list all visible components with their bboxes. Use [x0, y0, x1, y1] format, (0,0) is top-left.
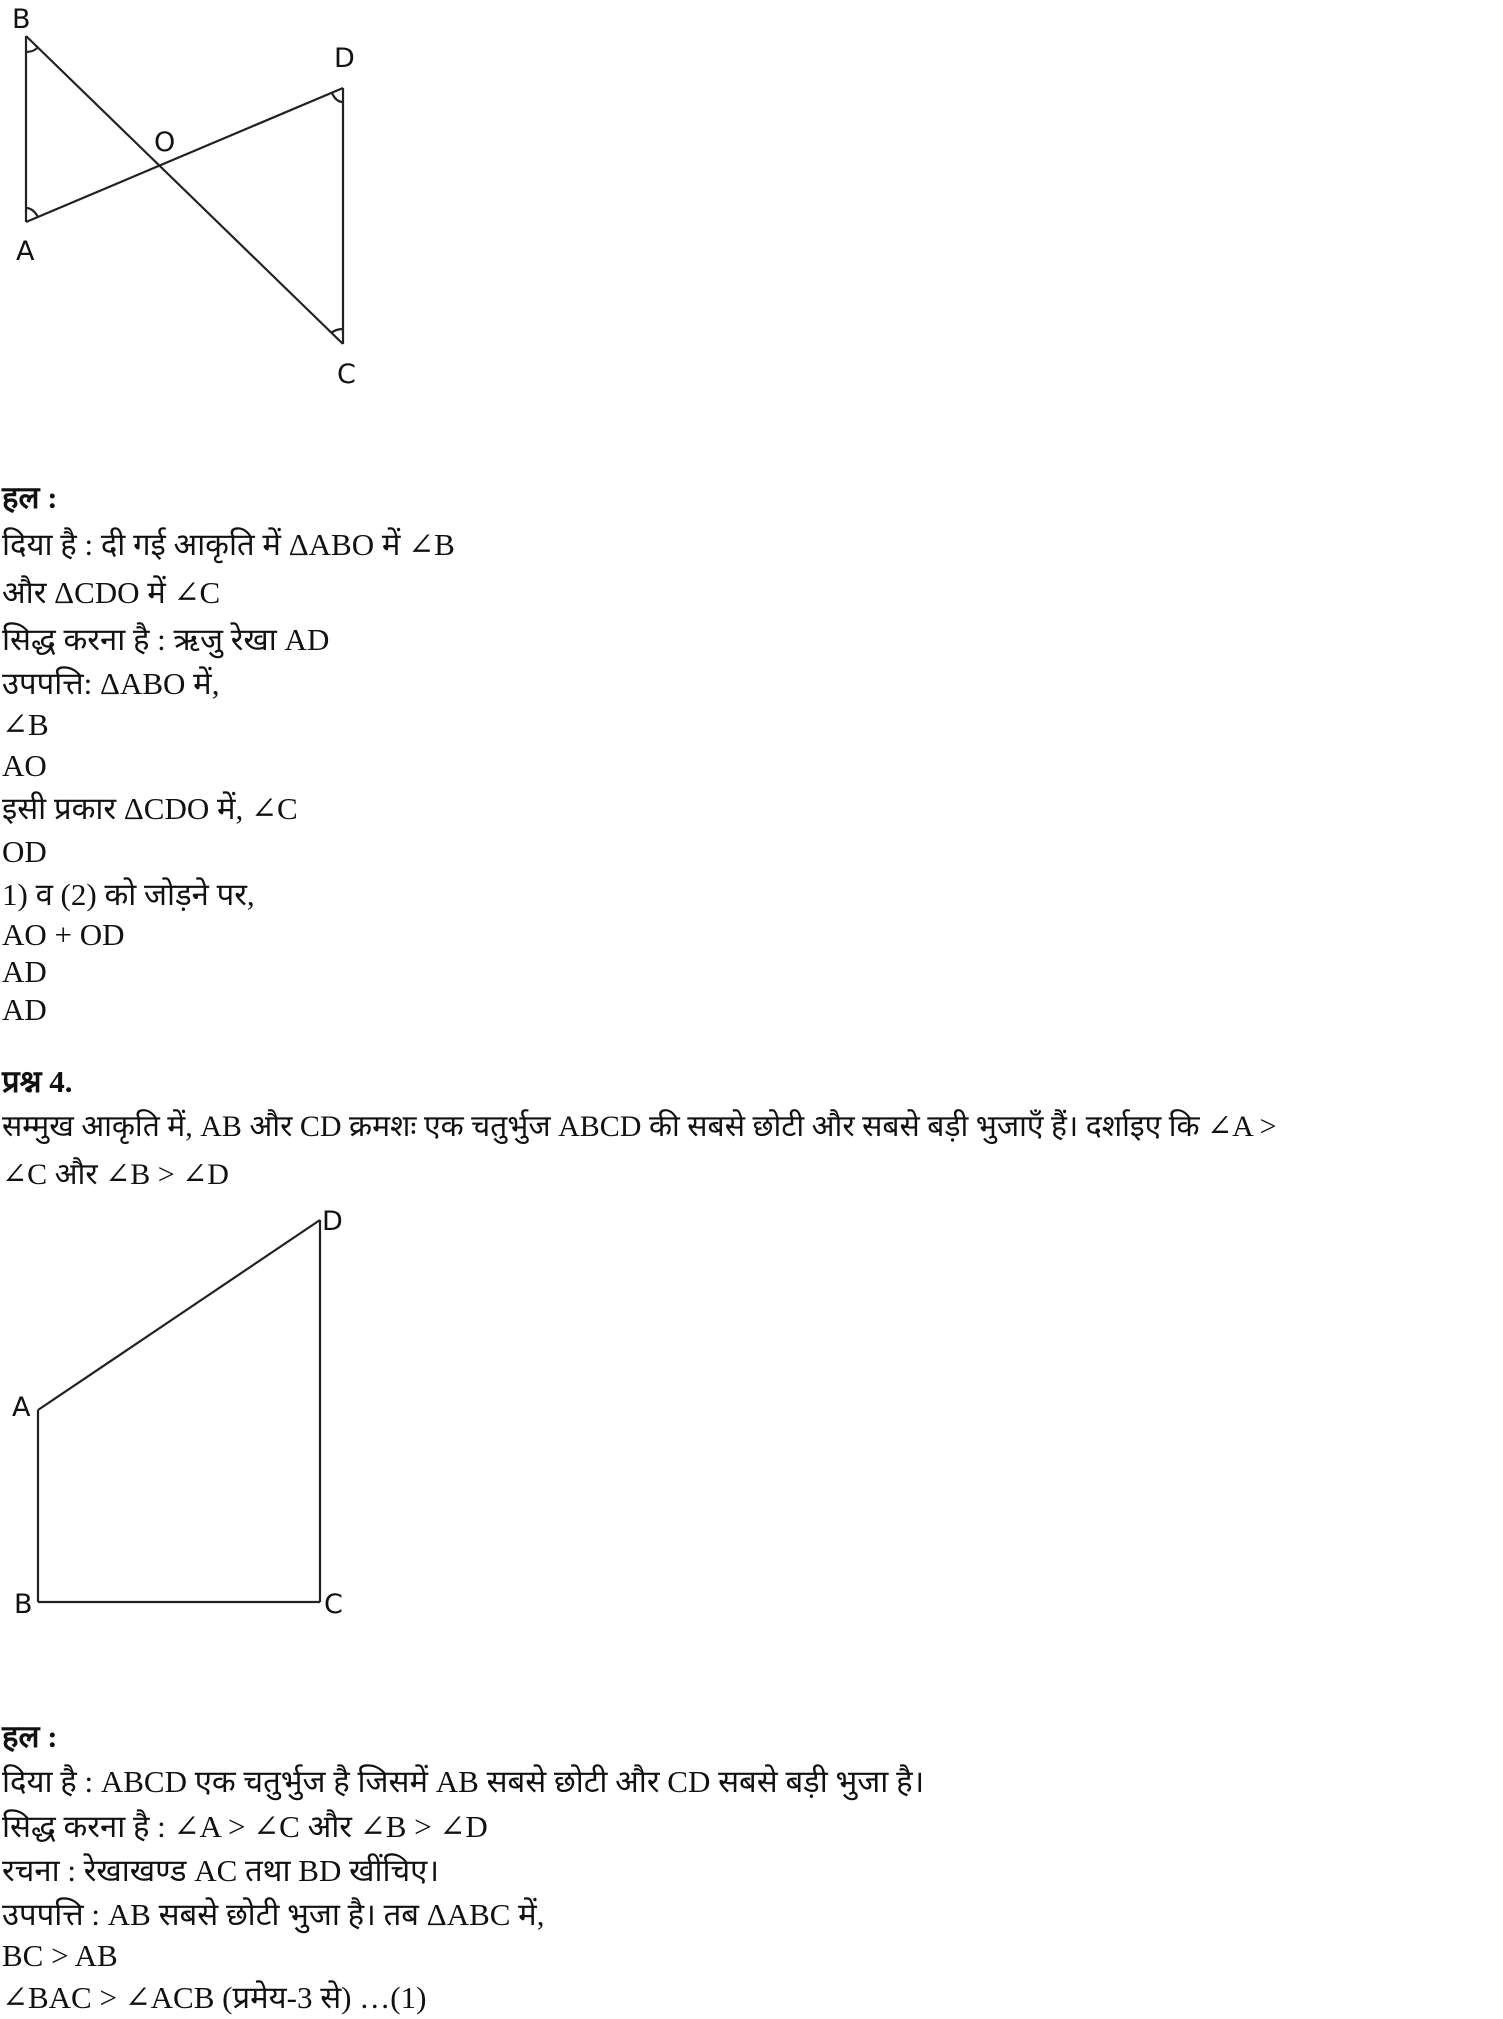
solution1-heading: हल : [2, 480, 58, 515]
solution2-line: सिद्ध करना है : ∠A > ∠C और ∠B > ∠D [2, 1809, 488, 1844]
question4-heading: प्रश्न 4. [2, 1064, 73, 1099]
question4-text-line1: सम्मुख आकृति में, AB और CD क्रमशः एक चतुर्भुज ABCD की सबसे छोटी और सबसे बड़ी भुजाएँ हैं। दर्शाइए कि ∠A > [2, 1110, 1277, 1143]
label-a: A [12, 1392, 31, 1423]
solution2-line: उपपत्ति : AB सबसे छोटी भुजा है। तब ΔABC में, [2, 1897, 545, 1932]
solution2-line: दिया है : ABCD एक चतुर्भुज है जिसमें AB सबसे छोटी और CD सबसे बड़ी भुजा है। [2, 1764, 925, 1799]
angle-mark-d [332, 93, 343, 102]
solution1-line: 1) व (2) को जोड़ने पर, [2, 877, 255, 912]
angle-mark-b [26, 47, 38, 52]
label-c: C [337, 359, 356, 390]
solution2-line: रचना : रेखाखण्ड AC तथा BD खींचिए। [2, 1853, 440, 1888]
figure-triangles-abo-cdo [0, 0, 400, 400]
label-a: A [16, 236, 35, 267]
solution2-line: BC > AB [2, 1938, 118, 1973]
solution1-line: उपपत्ति: ΔABO में, [2, 666, 220, 701]
side-da [38, 1220, 320, 1410]
solution1-line: ∠B [2, 707, 49, 742]
angle-mark-c [331, 329, 343, 333]
solution1-line: सिद्ध करना है : ऋजु रेखा AD [2, 622, 330, 657]
question4-text-line2: ∠C और ∠B > ∠D [2, 1158, 229, 1191]
label-b: B [12, 4, 31, 35]
solution1-line: दिया है : दी गई आकृति में ΔABO में ∠B [2, 527, 455, 562]
label-o: O [154, 127, 176, 158]
solution1-line: इसी प्रकार ΔCDO में, ∠C [2, 791, 298, 826]
solution1-line: AO [2, 748, 47, 783]
angle-mark-a [26, 208, 38, 217]
solution1-line: और ΔCDO में ∠C [2, 575, 221, 610]
solution1-line: OD [2, 834, 47, 869]
figure-quadrilateral-abcd [0, 1190, 400, 1630]
solution1-line: AO + OD [2, 917, 125, 952]
label-d: D [322, 1206, 343, 1237]
solution2-line: ∠BAC > ∠ACB (प्रमेय-3 से) …(1) [2, 1980, 427, 2015]
label-c: C [324, 1589, 343, 1620]
label-b: B [14, 1589, 33, 1620]
solution1-line: AD [2, 992, 47, 1027]
segment-ad [26, 88, 343, 222]
solution1-line: AD [2, 954, 47, 989]
label-d: D [334, 43, 355, 74]
segment-bc [26, 36, 343, 344]
solution2-heading: हल : [2, 1719, 58, 1754]
